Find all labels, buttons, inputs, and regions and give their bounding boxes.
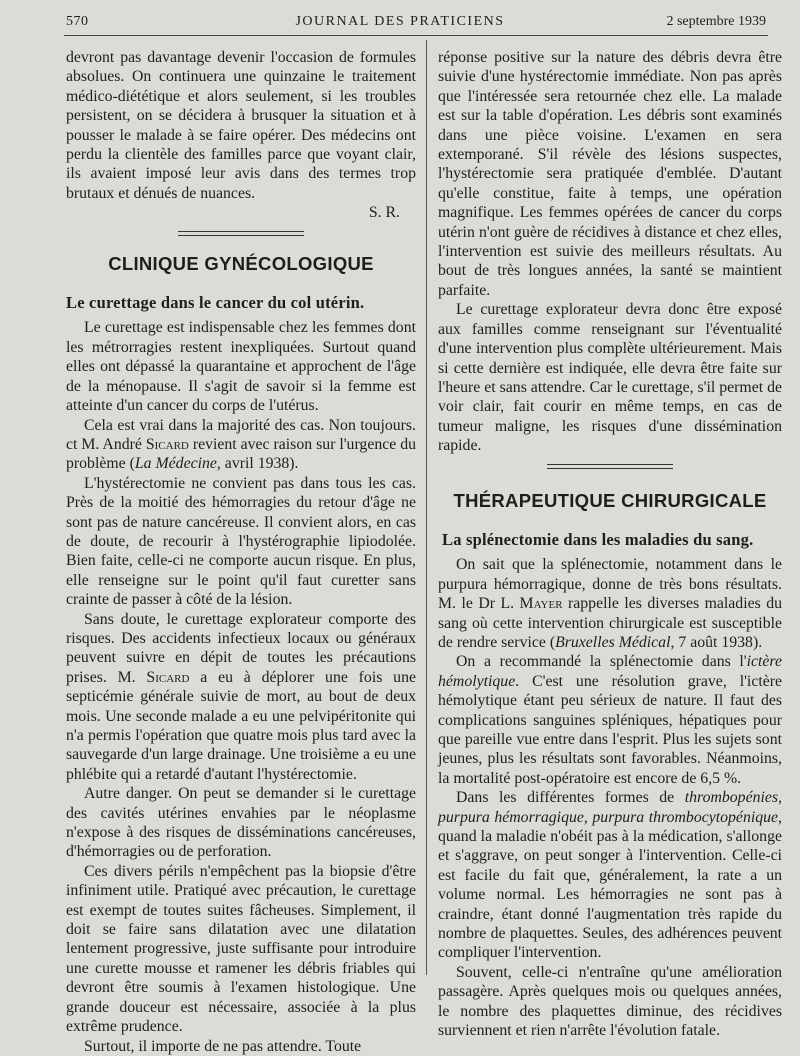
text-run: revient avec raison sur l'urgence du problème ( — [66, 435, 417, 473]
issue-date: 2 septembre 1939 — [666, 14, 766, 29]
signature: S. R. — [368, 204, 400, 222]
author-name: Sicard — [145, 435, 189, 453]
section-title-chirurgicale: THÉRAPEUTIQUE CHIRURGICALE — [453, 489, 767, 511]
paragraph: Le curettage explorateur devra donc être exposé aux familles comme renseignant sur l'éventualité d'une intervention plus complète ultérieurement. Mais si cette dernière est indiquée, elle devra être faite sur l'heure et sans attendre. Car le curettage, s'il permet de voir clair, fait courir en même temps, en cas de tumeur maligne, les risques d'une dissémination rapide. — [438, 301, 782, 455]
journal-citation: Bruxelles Médical — [555, 633, 671, 651]
paragraph — [438, 788, 782, 963]
paragraph: Ces divers périls n'empêchent pas la biopsie d'être infiniment utile. Pratiqué avec précaution, le curettage est exempt de toutes suites fâcheuses. Simplement, il doit se faire sans dilatation avec une dilatation lentement progressive, juste suffisante pour introduire une curette mousse et ramener les débris friables qui devront être soumis à l'examen histologique. Une grande douceur est nécessaire, associée à la plus extrême prudence. — [66, 862, 416, 1036]
paragraph-intro: devront pas davantage devenir l'occasion de formules absolues. On continuera une quinzaine le traitement médico-diététique et alors seulement, si les troubles persistent, on se décidera à brusquer la situation et à pousser le malade à se faire opérer. Des médecins ont perdu la clientèle des familles parce que voyant clair, ils avaient imposé leur avis dans des termes trop brutaux et dénués de nuances. — [66, 49, 416, 202]
paragraph: Souvent, celle-ci n'entraîne qu'une amélioration passagère. Après quelques mois ou quelques années, le nombre des plaquettes diminue, des récidives surviennent et rien n'arrête l'évolution fatale. — [438, 963, 782, 1040]
text-run: , avril 1938). — [216, 455, 299, 473]
paragraph: L'hystérectomie ne convient pas dans tous les cas. Près de la moitié des hémorragies du retour d'âge ne sont pas de nature cancéreuse. Il convient alors, en cas de doute, de recourir à l'hystérographie lipiodolée. Bien faite, celle-ci ne comporte aucun risque. En plus, elle renseigne sur le point qu'il faut curetter sans crainte de passer à côté de la lésion. — [66, 474, 416, 609]
section-separator — [178, 231, 304, 236]
medical-term: thrombopénies, purpura hémorragique, purpura thrombocytopénique — [438, 789, 782, 826]
text-run: On a recommandé la splénectomie dans l' — [456, 653, 747, 671]
paragraph: Autre danger. On peut se demander si le curettage des cavités utérines envahies par le néoplasme n'expose à des risques de disséminations cancéreuses, d'hémorragies ou de perforation. — [66, 785, 416, 861]
medical-term: ictère hémolytique — [438, 653, 782, 690]
title-abbrev: Dr — [478, 595, 496, 613]
paragraph — [66, 416, 416, 474]
column-divider — [426, 40, 427, 975]
author-name: Sicard — [146, 668, 190, 686]
text-run: , 7 août 1938). — [670, 633, 763, 651]
running-head — [0, 0, 800, 40]
header-rule — [64, 35, 768, 36]
paragraph: Surtout, il importe de ne pas attendre. Toute — [84, 1037, 362, 1055]
text-run: On sait que la splénectomie, notamment dans le purpura hémorragique, donne de très bons résultats. M. le — [438, 556, 782, 613]
text-run: Sans doute, le curettage explorateur comporte des risques. Des accidents infectieux locaux ou généraux peuvent suivre en dépit de toutes les précautions prises. M. — [66, 610, 416, 686]
journal-citation: La Médecine — [134, 455, 217, 473]
text-run: a eu à déplorer une fois une septicémie générale suivie de mort, au bout de deux mois. Une seconde malade a eu une pelvipéritonite qui n'a permis l'opération que quatre mois plus tard avec la sauvegarde d'un large drainage. Une troisième a eu une phlébite qui a retardé d'autant l'hystérectomie. — [66, 668, 416, 783]
paragraph: Le curettage est indispensable chez les femmes dont les métrorragies restent inexpliquées. Surtout quand elles ont dépassé la quarantaine et approchent de l'âge de la ménopause. Il s'agit de savoir si la femme est atteinte d'un cancer du corps de l'utérus. — [66, 319, 416, 415]
paragraph-continued: réponse positive sur la nature des débris devra être suivie d'une hystérectomie immédiate. Non pas après que l'intéressée sera retournée chez elle. La malade est sur la table d'opération. Les débris sont examinés dans une pièce voisine. L'examen en sera extemporané. S'il révèle des lésions suspectes, l'hystérectomie sera pratiquée d'emblée. D'autant qu'elle constitue, faite à temps, une opération magnifique. Les femmes opérées de cancer du corps utérin n'ont guère de récidives à distance et chez elles, l'intervention est suivie des meilleurs résultats. Au bout de très longues années, la santé se maintient parfaite. — [438, 49, 782, 299]
text-run: Cela est vrai dans la majorité des cas. Non toujours. ct M. André — [66, 416, 416, 453]
paragraph — [438, 652, 782, 788]
article-title-curettage: Le curettage dans le cancer du col utérin. — [66, 293, 365, 313]
section-title-gynecologique: CLINIQUE GYNÉCOLOGIQUE — [108, 252, 374, 274]
page-number: 570 — [66, 14, 89, 29]
text-run: . C'est une résolution grave, l'ictère hémolytique étant peu sérieux de nature. Il faut des complications sanguines spléniques, hépatiques pour que pareille vue entre dans l'esprit. Plus les sujets sont jeunes, plus les résultats sont favorables. Néanmoins, la mortalité post-opératoire est encore de 6,5 %. — [438, 672, 782, 787]
paragraph — [438, 555, 782, 652]
text-run: rappelle les diverses maladies du sang où cette intervention chirurgicale est susceptible de rendre service ( — [438, 595, 783, 651]
author-name: L. Mayer — [500, 595, 563, 613]
right-column — [438, 48, 782, 1041]
section-separator — [547, 464, 673, 469]
left-column — [66, 48, 416, 1056]
text-run: , quand la maladie n'obéit pas à la médication, s'allonge et s'aggrave, on peut songer à l'intervention. Celle-ci est facile du fait que, généralement, la rate a un volume normal. Les hémorragies ne sont pas à craindre, étant donné l'augmentation très rapide du nombre de plaquettes. Seules, des adhérences peuvent compliquer l'intervention. — [438, 808, 782, 962]
paragraph — [66, 610, 416, 785]
article-title-splenectomie: La splénectomie dans les maladies du sang. — [442, 529, 754, 549]
text-run: Dans les différentes formes de — [456, 789, 685, 807]
journal-title: JOURNAL DES PRATICIENS — [295, 14, 505, 29]
